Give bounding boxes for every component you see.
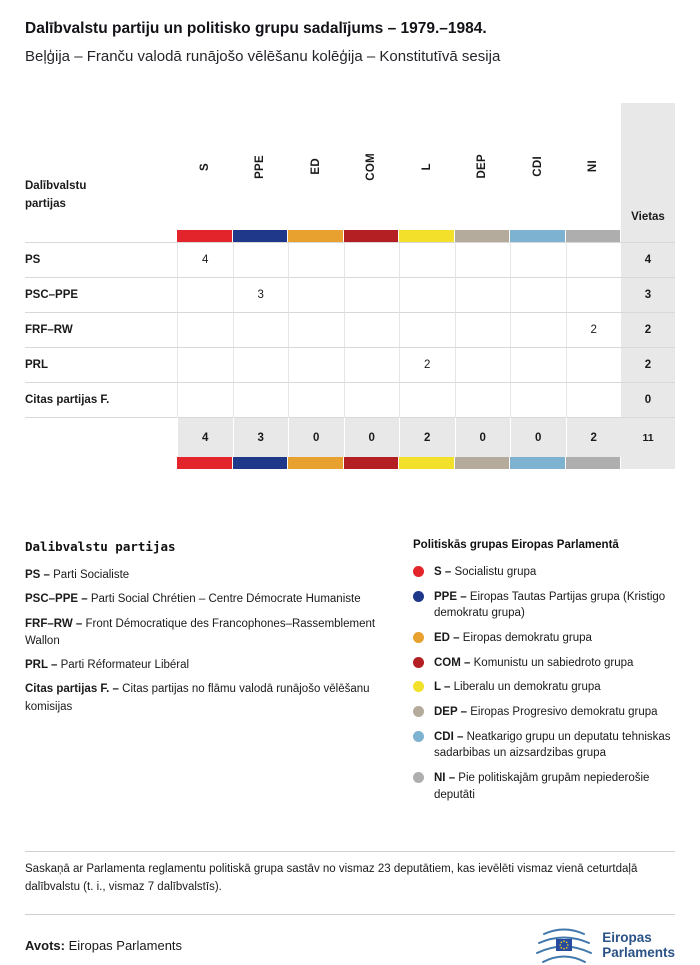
- color-swatch-ppe: [233, 230, 289, 242]
- seats-cell: 2: [621, 347, 675, 382]
- row-label: PSC–PPE: [25, 277, 177, 312]
- row-label: Citas partijas F.: [25, 382, 177, 417]
- footnote: Saskaņā ar Parlamenta reglamentu politiskā grupa sastāv no vismaz 23 deputātiem, kas ievēlēti vismaz vienā ceturtdaļā dalībvalstu (t. i., vismaz 7 dalībvalstīs).: [25, 863, 638, 894]
- cell: [344, 277, 400, 312]
- column-header-ni: NI: [587, 160, 600, 173]
- bar-spacer-vietas: [621, 230, 675, 242]
- seats-cell: 4: [621, 242, 675, 277]
- cell: [344, 242, 400, 277]
- row-header-label: Dalībvalstu partijas: [25, 180, 87, 211]
- cell: [344, 347, 400, 382]
- legends: [25, 539, 675, 811]
- total-cell: 0: [510, 417, 566, 457]
- color-swatch-ni: [566, 230, 622, 242]
- group-color-dot: [413, 731, 424, 742]
- cell: 2: [566, 312, 622, 347]
- cell: [344, 382, 400, 417]
- total-cell: 2: [399, 417, 455, 457]
- group-color-dot: [413, 566, 424, 577]
- group-color-dot: [413, 706, 424, 717]
- groups-legend: [413, 539, 675, 811]
- legend-item: PRL – Parti Réformateur Libéral: [25, 659, 190, 671]
- cell: [455, 242, 511, 277]
- group-color-dot: [413, 772, 424, 783]
- divider: [25, 851, 675, 852]
- cell: [566, 347, 622, 382]
- total-seats-cell: 11: [621, 417, 675, 457]
- column-header-s: S: [198, 162, 211, 171]
- cell: [455, 382, 511, 417]
- cell: [177, 347, 233, 382]
- legend-item: COM – Komunistu un sabiedroto grupa: [413, 655, 675, 672]
- total-cell: 4: [177, 417, 233, 457]
- page-title: Dalībvalstu partiju un politisko grupu sadalījums – 1979.–1984.: [25, 20, 487, 37]
- column-header-vietas: Vietas: [621, 103, 675, 230]
- cell: [510, 382, 566, 417]
- cell: [288, 312, 344, 347]
- cell: [177, 277, 233, 312]
- total-cell: 0: [344, 417, 400, 457]
- legend-item: PPE – Eiropas Tautas Partijas grupa (Kristigo demokratu grupa): [413, 589, 675, 622]
- legend-item: PS – Parti Socialiste: [25, 569, 130, 581]
- cell: [399, 277, 455, 312]
- color-swatch-ni: [566, 457, 622, 469]
- cell: [566, 277, 622, 312]
- ep-logo: [535, 925, 675, 965]
- legend-item: S – Socialistu grupa: [413, 564, 675, 581]
- cell: [510, 242, 566, 277]
- group-color-bar-bottom: [25, 457, 675, 469]
- cell: [288, 277, 344, 312]
- legend-item: ED – Eiropas demokratu grupa: [413, 630, 675, 647]
- totals-row: [25, 417, 675, 457]
- row-label: FRF–RW: [25, 312, 177, 347]
- page-subtitle: Beļģija – Franču valodā runājošo vēlēšanu kolēģija – Konstitutīvā sesija: [25, 48, 501, 65]
- seats-cell: 3: [621, 277, 675, 312]
- total-cell: 0: [455, 417, 511, 457]
- parties-legend-title: Dalibvalstu partijas: [25, 539, 176, 554]
- table-row-citas: [25, 382, 675, 417]
- seats-cell: 0: [621, 382, 675, 417]
- table-row-frf-rw: [25, 312, 675, 347]
- color-swatch-cdi: [510, 230, 566, 242]
- cell: [510, 277, 566, 312]
- seat-distribution-table: [25, 103, 675, 469]
- cell: [288, 382, 344, 417]
- cell: [233, 382, 289, 417]
- row-label: PS: [25, 242, 177, 277]
- column-header-com: COM: [365, 152, 378, 181]
- cell: [510, 312, 566, 347]
- ep-logo-text: Eiropas Parlaments: [602, 929, 675, 961]
- cell: [455, 312, 511, 347]
- color-swatch-dep: [455, 457, 511, 469]
- legend-item: DEP – Eiropas Progresivo demokratu grupa: [413, 704, 675, 721]
- groups-legend-title: Politiskās grupas Eiropas Parlamentā: [413, 539, 619, 551]
- cell: [455, 347, 511, 382]
- total-cell: 2: [566, 417, 622, 457]
- table-row-prl: [25, 347, 675, 382]
- cell: [566, 382, 622, 417]
- totals-spacer: [25, 417, 177, 457]
- legend-item: CDI – Neatkarigo grupu un deputatu tehniskas sadarbibas un aizsardzibas grupa: [413, 729, 675, 762]
- color-swatch-cdi: [510, 457, 566, 469]
- color-swatch-com: [344, 230, 400, 242]
- source-line: Avots: Eiropas Parlaments: [25, 937, 183, 953]
- row-label: PRL: [25, 347, 177, 382]
- group-color-dot: [413, 591, 424, 602]
- footer-bar: [25, 925, 675, 965]
- parties-legend: [25, 539, 413, 811]
- ep-logo-icon: [535, 925, 593, 965]
- column-header-dep: DEP: [476, 154, 489, 179]
- total-cell: 3: [233, 417, 289, 457]
- total-cell: 0: [288, 417, 344, 457]
- group-color-dot: [413, 657, 424, 668]
- cell: 3: [233, 277, 289, 312]
- color-swatch-l: [399, 230, 455, 242]
- cell: [344, 312, 400, 347]
- color-swatch-ppe: [233, 457, 289, 469]
- column-header-ed: ED: [309, 158, 322, 175]
- table-header-row: [25, 103, 675, 230]
- color-swatch-com: [344, 457, 400, 469]
- color-swatch-ed: [288, 457, 344, 469]
- bar-spacer-vietas: [621, 457, 675, 469]
- table-row-ps: [25, 242, 675, 277]
- legend-item: PSC–PPE – Parti Social Chrétien – Centre Démocrate Humaniste: [25, 593, 361, 606]
- color-swatch-dep: [455, 230, 511, 242]
- group-color-bar-top: [25, 230, 675, 242]
- legend-item: FRF–RW – Front Démocratique des Francophones–Rassemblement Wallon: [25, 617, 376, 647]
- color-swatch-s: [177, 457, 233, 469]
- cell: [177, 382, 233, 417]
- legend-item: NI – Pie politiskajām grupām nepiederošie deputāti: [413, 770, 675, 803]
- bar-spacer: [25, 457, 177, 469]
- column-header-cdi: CDI: [531, 156, 544, 177]
- color-swatch-s: [177, 230, 233, 242]
- cell: [288, 242, 344, 277]
- table-row-psc-ppe: [25, 277, 675, 312]
- cell: [399, 242, 455, 277]
- cell: [399, 382, 455, 417]
- cell: [233, 312, 289, 347]
- bar-spacer: [25, 230, 177, 242]
- divider: [25, 914, 675, 915]
- column-header-ppe: PPE: [254, 154, 267, 179]
- cell: [288, 347, 344, 382]
- group-color-dot: [413, 681, 424, 692]
- color-swatch-ed: [288, 230, 344, 242]
- cell: [510, 347, 566, 382]
- cell: [455, 277, 511, 312]
- cell: 2: [399, 347, 455, 382]
- cell: [399, 312, 455, 347]
- color-swatch-l: [399, 457, 455, 469]
- column-header-l: L: [420, 162, 433, 171]
- group-color-dot: [413, 632, 424, 643]
- cell: [233, 347, 289, 382]
- cell: [566, 242, 622, 277]
- cell: [233, 242, 289, 277]
- cell: [177, 312, 233, 347]
- seats-cell: 2: [621, 312, 675, 347]
- cell: 4: [177, 242, 233, 277]
- legend-item: L – Liberalu un demokratu grupa: [413, 679, 675, 696]
- legend-item: Citas partijas F. – Citas partijas no flāmu valodā runājošo vēlēšanu komisijas: [25, 683, 370, 713]
